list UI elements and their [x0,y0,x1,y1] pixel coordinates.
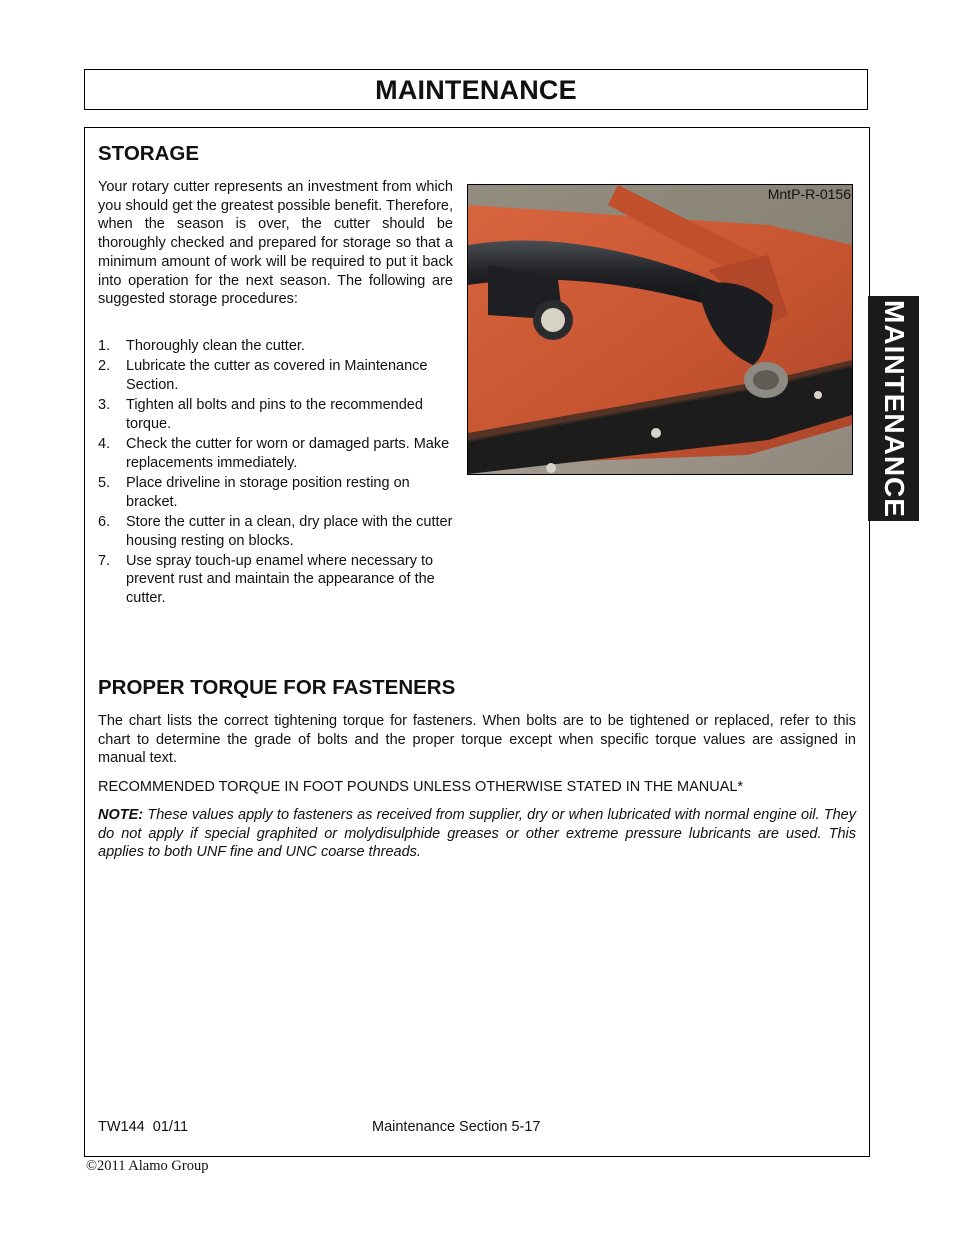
step-number: 6. [98,513,111,530]
step-text: Store the cutter in a clean, dry place with the cutter housing resting on blocks. [126,513,453,549]
step-text: Check the cutter for worn or damaged parts. Make replacements immediately. [126,436,450,471]
step-text: Use spray touch-up enamel where necessary to prevent rust and maintain the appearance of the cutter. [126,552,435,607]
footer-page-number: Maintenance Section 5-17 [372,1119,541,1135]
photo-illustration [468,185,852,474]
note-label: NOTE: [98,807,144,823]
step-text: Place driveline in storage position resting on bracket. [126,474,410,510]
step-number: 3. [98,397,111,414]
step-text: Lubricate the cutter as covered in Maintenance Section. [126,358,428,393]
storage-intro: Your rotary cutter represents an investment from which you should get the greatest possible benefit. Therefore, when the season is over, the cutter should be thoroughly checked and prepared for storage so that a minimum amount of work will be required to put it back into operation for the next season. The following are suggested storage procedures: [98,179,453,308]
list-item [98,435,458,472]
step-number: 5. [98,474,111,491]
step-number: 4. [98,436,111,453]
section-tab [868,296,919,521]
photo-reference-id: MntP-R-0156 [767,186,851,202]
step-text: Tighten all bolts and pins to the recommended torque. [126,397,423,432]
copyright: ©2011 Alamo Group [86,1158,209,1174]
list-item [98,513,458,550]
page-title: MAINTENANCE [375,75,577,105]
torque-paragraph: The chart lists the correct tightening torque for fasteners. When bolts are to be tightened or replaced, refer to this chart to determine the grade of bolts and the proper torque except when specific torque values are assigned in manual text. [98,713,856,767]
page-title-box [84,69,868,110]
list-item [98,357,458,394]
footer-doc-id: TW144 01/11 [98,1119,189,1135]
step-number: 2. [98,358,111,375]
list-item [98,552,458,608]
step-text: Thoroughly clean the cutter. [126,338,305,354]
torque-note [98,806,856,862]
list-item [98,396,458,433]
storage-steps-list [98,337,458,609]
step-number: 1. [98,338,111,354]
list-item [98,474,458,511]
note-text: These values apply to fasteners as received from supplier, dry or when lubricated with normal engine oil. They do not apply if special graphited or molydisulphide greases or other extreme pressure lubricants are used. This applies to both UNF fine and UNC coarse threads. [98,807,857,861]
cutter-driveline-photo [467,184,853,475]
list-item [98,337,458,356]
step-number: 7. [98,552,111,569]
storage-heading: STORAGE [98,142,199,165]
torque-heading: PROPER TORQUE FOR FASTENERS [98,676,456,699]
torque-recommended-line: RECOMMENDED TORQUE IN FOOT POUNDS UNLESS OTHERWISE STATED IN THE MANUAL* [98,779,744,795]
section-tab-label: MAINTENANCE [878,299,910,518]
